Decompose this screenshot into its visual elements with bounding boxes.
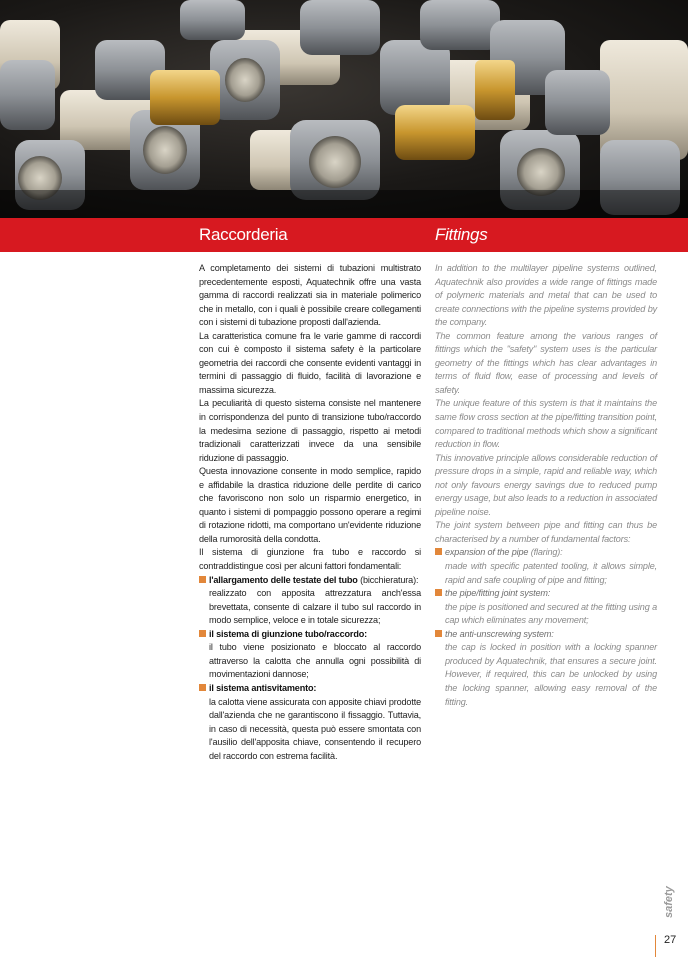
list-item — [199, 682, 421, 763]
bullet-body: il tubo viene posizionato e bloccato al raccordo attraverso la calotta che annulla ogni possibilità di movimentazioni dannose; — [209, 642, 421, 680]
bullet-heading: il sistema antisvitamento: — [209, 682, 317, 693]
bullet-heading: il sistema di giunzione tubo/raccordo: — [209, 628, 368, 639]
paragraph: Questa innovazione consente in modo semplice, rapido e affidabile la drastica riduzione delle perdite di carico che favoriscono non solo un risparmio energetico, in quanto i sistemi di pompaggio possono operare a regimi di rotazione ridotti, ma comportano un'evidente riduzione della rumorosità della condotta. — [199, 466, 421, 544]
section-banner — [0, 218, 688, 252]
list-item — [199, 628, 421, 682]
paragraph: La caratteristica comune fra le varie gamme di raccordi con cui è composto il sistema safety è la particolare geometria dei raccordi che consente evidenti vantaggi in termini di passaggio di fluido, facilità di lavorazione e massima sicurezza. — [199, 330, 421, 395]
bullet-body: realizzato con apposita attrezzatura anch'essa brevettata, consente di calzare il tubo sul raccordo in modo semplice, veloce e in totale sicurezza; — [209, 588, 421, 626]
paragraph: In addition to the multilayer pipeline systems outlined, Aquatechnik also provides a wide range of fittings made of polymeric materials and metal that can be used to create connections with the pipeline systems provided by the company. — [435, 263, 657, 328]
bullet-square-icon — [199, 630, 206, 637]
bullet-heading: the anti-unscrewing system: — [445, 628, 554, 639]
list-item — [199, 574, 421, 628]
paragraph: A completamento dei sistemi di tubazioni multistrato precedentemente esposti, Aquatechnik offre una vasta gamma di raccordi realizzati sia in materiale polimerico che in metallo, con i quali è possibile creare collegamenti con i sistemi di tubazione proposti dall'azienda. — [199, 263, 421, 328]
fittings-illustration — [0, 0, 688, 218]
bullet-body: the cap is locked in position with a locking spanner produced by Aquatechnik, that ensures a secure joint. However, if required, this can be unlocked by using the locking spanner, allowing easy removal of the fitting. — [445, 642, 657, 707]
list-item — [435, 628, 657, 709]
list-item — [435, 587, 657, 628]
bullet-heading: l'allargamento delle testate del tubo — [209, 574, 358, 585]
bullet-square-icon — [435, 548, 442, 555]
paragraph: Il sistema di giunzione fra tubo e raccordo si contraddistingue così per alcuni fattori fondamentali: — [199, 547, 421, 572]
bullet-square-icon — [435, 589, 442, 596]
title-english: Fittings — [435, 225, 488, 244]
list-item — [435, 546, 657, 587]
bullet-square-icon — [435, 630, 442, 637]
paragraph: The unique feature of this system is that it maintains the same flow cross section at the pipe/fitting transition point, compared to traditional methods which show a significant reduction in flow. — [435, 398, 657, 450]
english-text-column — [435, 262, 657, 709]
bullet-heading: the pipe/fitting joint system: — [445, 588, 551, 599]
bullet-body: the pipe is positioned and secured at the fitting using a cap which eliminates any movement; — [445, 601, 657, 626]
page-number: 27 — [664, 934, 677, 946]
bullet-square-icon — [199, 684, 206, 691]
paragraph: The joint system between pipe and fitting can thus be characterised by a number of fundamental factors: — [435, 520, 657, 544]
title-italian: Raccorderia — [199, 225, 288, 244]
safety-logo-text: safety — [663, 886, 675, 918]
bullet-square-icon — [199, 576, 206, 583]
page-number-rule — [655, 935, 656, 957]
bullet-body: la calotta viene assicurata con apposite chiavi prodotte dall'azienda che ne garantiscono il fissaggio. Tuttavia, in caso di necessità, questa può essere smontata con l'ausilio dell'apposita chiave, consentendo il recupero del raccordo con estrema facilità. — [209, 696, 422, 761]
safety-logo — [656, 880, 680, 920]
bullet-body: made with specific patented tooling, it allows simple, rapid and safe coupling of pipe and fitting; — [445, 561, 657, 585]
paragraph: This innovative principle allows considerable reduction of pressure drops in a simple, rapid and reliable way, which not only favours energy savings due to reduced pump energy usage, but also leads to a reduction in associated pipeline noise. — [435, 452, 657, 517]
italian-text-column — [199, 262, 421, 763]
hero-photo-fittings — [0, 0, 688, 218]
bullet-heading-suffix: (flaring): — [528, 547, 563, 558]
paragraph: La peculiarità di questo sistema consiste nel mantenere in corrispondenza del punto di transizione tubo/raccordo la medesima sezione di passaggio, rispetto ai metodi tradizionali caratterizzati invece da una sensibile riduzione di passaggio. — [199, 398, 421, 463]
paragraph: The common feature among the various ranges of fittings which the "safety" system uses is the particular geometry of the fittings which has clear advantages in terms of fluid flow, ease of processing and levels of safety. — [435, 330, 657, 395]
bullet-heading: expansion of the pipe — [445, 547, 529, 558]
bullet-heading-suffix: (bicchieratura): — [357, 574, 419, 585]
